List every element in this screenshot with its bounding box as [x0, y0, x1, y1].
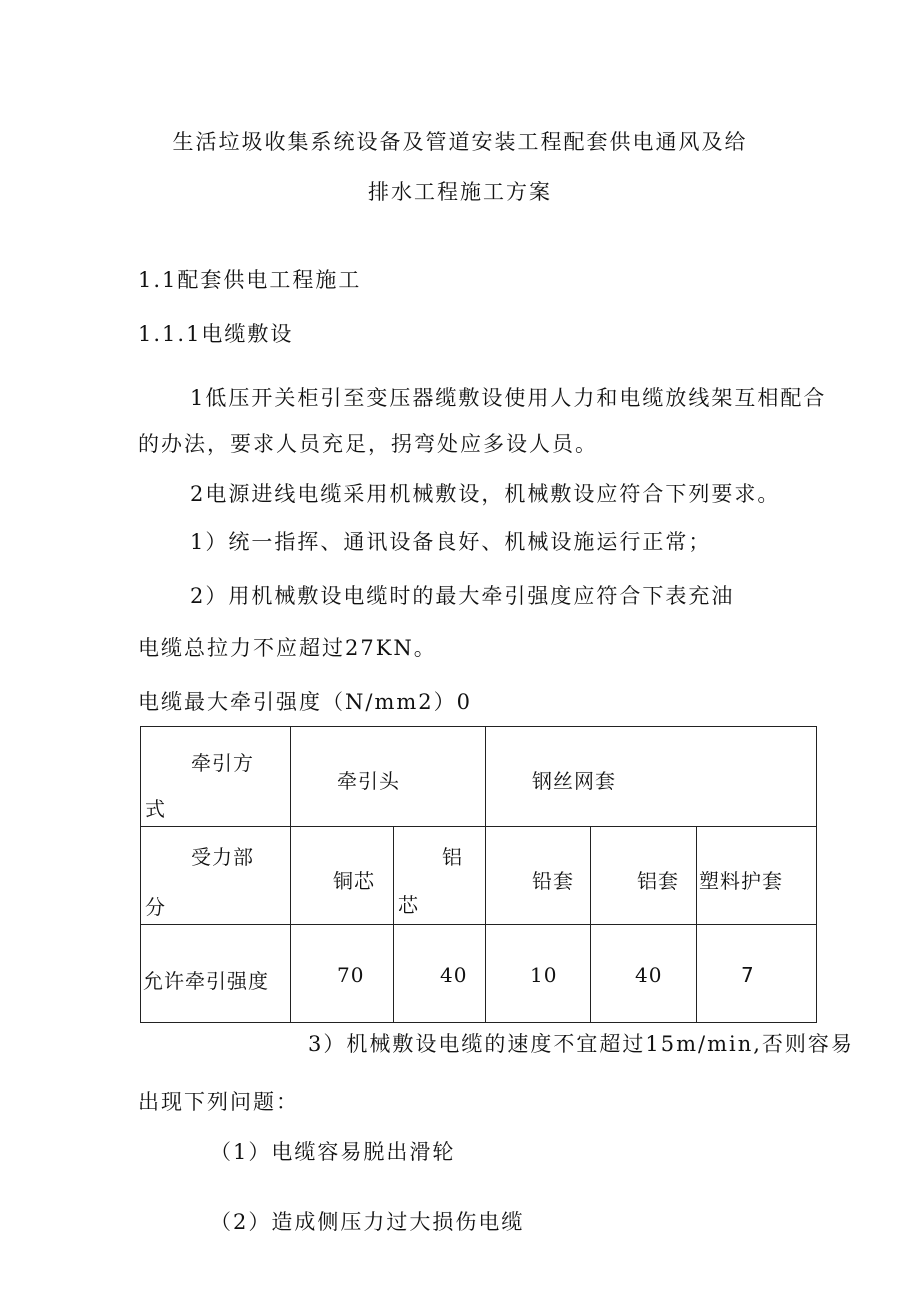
table-cell-text: 受力部	[191, 845, 254, 869]
table-cell-method-label	[141, 727, 291, 827]
table-header-pull-head	[291, 727, 486, 827]
table-cell-text: 牵引头	[337, 769, 400, 793]
table-row	[141, 727, 817, 827]
table-cell-copper-core	[291, 827, 394, 925]
table-cell-text: 牵引方	[191, 751, 254, 775]
document-title-line-1: 生活垃圾收集系统设备及管道安装工程配套供电通风及给	[172, 130, 748, 154]
table-cell-text: 塑料护套	[699, 869, 783, 893]
table-cell-text: 铜芯	[333, 869, 375, 893]
table-cell-plastic-sheath	[697, 827, 817, 925]
table-cell-text: 铝	[442, 845, 463, 869]
paragraph-5-line-2: 出现下列问题：	[138, 1090, 299, 1114]
table-cell-text: 40	[635, 963, 663, 987]
section-heading: 1.1配套供电工程施工	[138, 268, 362, 292]
table-cell-text: 钢丝网套	[532, 769, 616, 793]
paragraph-4-line-1: 2）用机械敷设电缆时的最大牵引强度应符合下表充油	[190, 584, 735, 608]
table-cell-text: 7	[741, 963, 755, 987]
table-cell-aluminum-sheath	[591, 827, 697, 925]
table-cell-aluminum-core	[394, 827, 486, 925]
table-row	[141, 827, 817, 925]
table-cell-text: 70	[337, 963, 365, 987]
table-cell-text: 铅套	[532, 869, 574, 893]
paragraph-5-line-1: 3）机械敷设电缆的速度不宜超过15m/min,否则容易	[308, 1032, 854, 1056]
table-cell-text: 铝套	[637, 869, 679, 893]
paragraph-4-line-2: 电缆总拉力不应超过27KN。	[138, 636, 437, 660]
table-cell-lead-sheath	[486, 827, 591, 925]
table-cell-text: 式	[145, 797, 166, 821]
paragraph-1-line-1: 1低压开关柜引至变压器缆敷设使用人力和电缆放线架互相配合	[190, 386, 827, 410]
table-header-wire-mesh	[486, 727, 817, 827]
paragraph-3: 1）统一指挥、通讯设备良好、机械设施运行正常；	[190, 530, 712, 554]
table-cell-text: 10	[530, 963, 558, 987]
table-cell-value-aluminum-sheath	[591, 925, 697, 1023]
table-cell-allowed-strength-label	[141, 925, 291, 1023]
table-cell-text: 40	[440, 963, 468, 987]
table-cell-part-label	[141, 827, 291, 925]
list-item-2: （2）造成侧压力过大损伤电缆	[210, 1210, 525, 1234]
table-cell-text: 芯	[398, 893, 419, 917]
table-caption: 电缆最大牵引强度（N/mm2）0	[138, 690, 472, 714]
traction-strength-table	[140, 726, 817, 1023]
paragraph-1-line-2: 的办法，要求人员充足，拐弯处应多设人员。	[138, 432, 598, 456]
table-row	[141, 925, 817, 1023]
table-cell-value-aluminum	[394, 925, 486, 1023]
subsection-heading: 1.1.1电缆敷设	[138, 322, 294, 346]
document-title-line-2: 排水工程施工方案	[368, 180, 552, 204]
paragraph-2: 2电源进线电缆采用机械敷设，机械敷设应符合下列要求。	[190, 482, 781, 506]
table-cell-text: 分	[145, 895, 166, 919]
table-cell-text: 允许牵引强度	[143, 969, 269, 993]
table-cell-value-plastic-sheath	[697, 925, 817, 1023]
table-cell-value-copper	[291, 925, 394, 1023]
table-cell-value-lead-sheath	[486, 925, 591, 1023]
list-item-1: （1）电缆容易脱出滑轮	[210, 1140, 456, 1164]
